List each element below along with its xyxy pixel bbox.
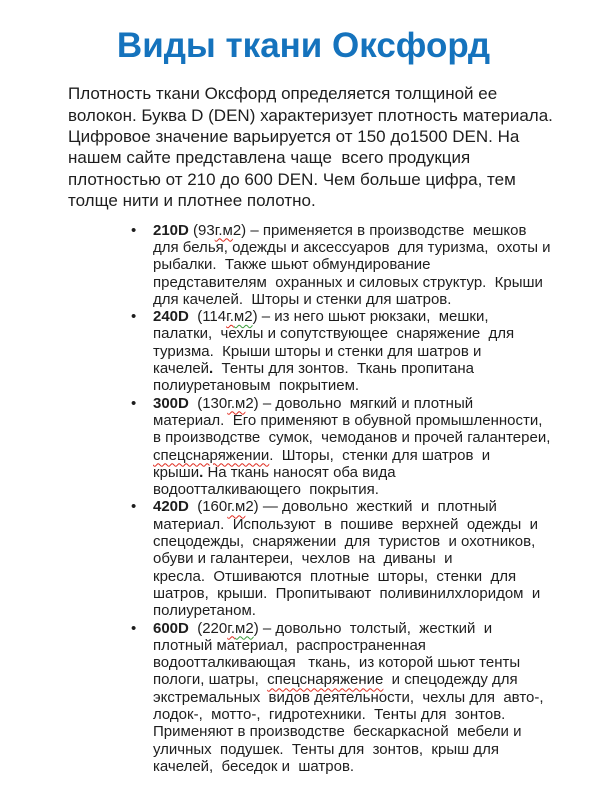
list-text: кресла. Отшиваются плотные шторы, стенки для — [153, 567, 517, 585]
list-text: ) – из него шьют рюкзаки, мешки, — [252, 308, 489, 326]
list-line — [153, 498, 607, 515]
list-line — [153, 620, 607, 637]
list-item — [153, 620, 607, 776]
list-text: качелей — [153, 360, 210, 378]
list-text: лодок-, мотто-, гидротехники. Тенты для зонтов. — [153, 706, 506, 723]
intro-line: волокон. Буква D (DEN) характеризует плотность материала. — [68, 105, 553, 125]
list-line — [153, 239, 607, 256]
list-text: и спецодежду для — [383, 671, 518, 689]
list-line — [153, 377, 607, 394]
intro-line: нашем сайте представлена чаще всего продукция — [68, 148, 471, 168]
list-text: в производстве сумок, чемоданов и прочей галантереи, — [153, 429, 551, 447]
list-line — [153, 395, 607, 412]
document-page — [0, 26, 607, 811]
list-text: 2) — довольно жесткий и плотный — [245, 498, 497, 516]
list-text: обуви и галантереи, чехлов на диваны и — [153, 550, 453, 568]
spellcheck-red-text: г.м — [227, 394, 246, 412]
list-line — [153, 533, 607, 550]
list-text: для белья, одежды и аксессуаров для туризма, охоты и — [153, 238, 551, 256]
list-text: материал. Его применяют в обувной промышленности, — [153, 411, 543, 429]
intro-line: плотностью от 210 до 600 DEN. Чем больше цифра, тем — [68, 169, 516, 189]
list-line — [153, 429, 607, 446]
list-line — [153, 723, 607, 740]
list-line — [153, 706, 607, 723]
list-text: . Шторы, стенки для шатров и — [269, 446, 491, 464]
list-line — [153, 602, 607, 619]
list-line — [153, 222, 607, 239]
list-text: 2) – применяется в производстве мешков — [232, 221, 527, 239]
list-line — [153, 758, 607, 775]
density-value: . — [199, 463, 204, 481]
density-value: . — [209, 360, 214, 378]
list-line — [153, 343, 607, 360]
list-text: спецодежды, снаряжении для туристов и охотников, — [153, 533, 536, 551]
list-text: водоотталкивающая ткань, из которой шьют тенты — [153, 654, 521, 672]
list-text: для качелей. Шторы и стенки для шатров. — [153, 290, 452, 308]
list-text: крыши — [153, 463, 200, 481]
list-line — [153, 464, 607, 481]
list-line — [153, 360, 607, 377]
list-text: На ткань наносят оба вида — [203, 463, 396, 481]
density-value: 240D — [153, 308, 189, 326]
page-title: Виды ткани Оксфорд — [116, 26, 491, 65]
list-text: уличных подушек. Тенты для зонтов, крыш для — [153, 740, 499, 758]
intro-paragraph — [68, 83, 607, 211]
list-item — [153, 395, 607, 499]
list-text: экстремальных видов деятельности, чехлы для авто-, — [153, 688, 544, 706]
list-line — [153, 654, 607, 671]
list-line — [153, 637, 607, 654]
list-line — [153, 550, 607, 567]
list-line — [153, 308, 607, 325]
list-text: палатки, чехлы и сопутствующее снаряжение для — [153, 325, 515, 343]
list-line — [153, 325, 607, 342]
list-text: рыбалки. Также шьют обмундирование — [153, 256, 431, 274]
list-line — [153, 568, 607, 585]
spellcheck-red-text: г.м — [214, 221, 233, 239]
spellcheck-green-text: м2 — [235, 619, 254, 637]
list-text: 2) – довольно мягкий и плотный — [245, 394, 474, 412]
list-line — [153, 741, 607, 758]
list-text: (160 — [188, 498, 228, 516]
intro-line: толще нити и плотнее полотно. — [68, 191, 316, 211]
density-value: 420D — [153, 498, 189, 516]
list-line — [153, 256, 607, 273]
intro-line: Цифровое значение варьируется от 150 до1500 DEN. На — [68, 127, 520, 147]
list-text: туризма. Крыши шторы и стенки для шатров и — [153, 342, 482, 360]
list-item — [153, 222, 607, 308]
list-line — [153, 516, 607, 533]
list-text: шатров, крыши. Пропитывают поливинилхлоридом и — [153, 584, 541, 602]
list-text: водоотталкивающего покрытия. — [153, 481, 379, 499]
spellcheck-red-text: г. — [226, 308, 234, 326]
list-text: Применяют в производстве бескаркасной мебели и — [153, 723, 522, 741]
spellcheck-green-text: м2 — [233, 308, 253, 326]
list-line — [153, 412, 607, 429]
list-text: ) – довольно толстый, жесткий и — [253, 619, 493, 637]
density-value: 210D — [153, 221, 189, 239]
list-text: материал. Используют в пошиве верхней одежды и — [153, 515, 539, 533]
list-line — [153, 447, 607, 464]
list-text: Тенты для зонтов. Ткань пропитана — [213, 360, 474, 378]
density-value: 600D — [153, 619, 189, 637]
list-text: (93 — [188, 221, 215, 239]
list-line — [153, 585, 607, 602]
list-text: (130 — [188, 394, 228, 412]
list-text: плотный материал, распространенная — [153, 636, 426, 654]
list-text: (114 — [188, 308, 227, 326]
list-text: представителям охранных и силовых структур. Крыши — [153, 273, 543, 291]
list-item — [153, 498, 607, 619]
density-list — [0, 222, 607, 776]
spellcheck-red-text: спецснаряжение — [267, 671, 384, 689]
spellcheck-red-text: г.м — [227, 498, 246, 516]
list-line — [153, 671, 607, 688]
density-value: 300D — [153, 394, 189, 412]
list-text: полиуретаном. — [153, 602, 256, 620]
list-text: пологи, шатры, — [153, 671, 268, 689]
list-text: качелей, беседок и шатров. — [153, 757, 355, 775]
list-text: (220 — [188, 619, 228, 637]
list-line — [153, 274, 607, 291]
spellcheck-red-text: г. — [227, 619, 236, 637]
list-line — [153, 481, 607, 498]
intro-line: Плотность ткани Оксфорд определяется толщиной ее — [68, 84, 498, 104]
list-line — [153, 689, 607, 706]
spellcheck-red-text: спецснаряжении — [153, 446, 270, 464]
list-text: полиуретановым покрытием. — [153, 377, 360, 395]
list-item — [153, 308, 607, 394]
list-line — [153, 291, 607, 308]
